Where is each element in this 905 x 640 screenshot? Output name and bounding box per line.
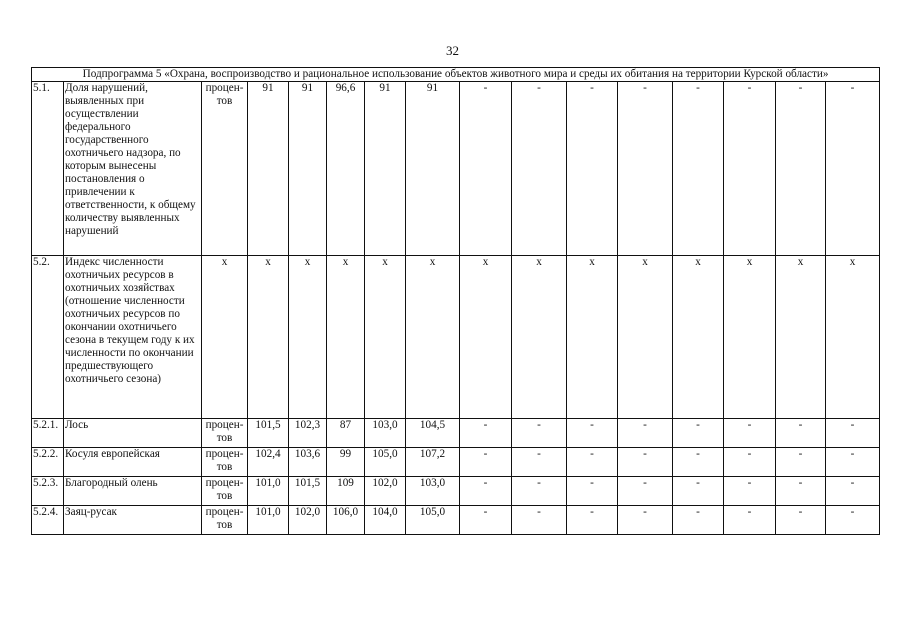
mark-cell: х [512, 256, 567, 419]
mark-cell: х [826, 256, 880, 419]
row-number: 5.2. [32, 256, 64, 419]
row-description: Заяц-русак [64, 506, 202, 535]
value-cell: 104,0 [365, 506, 406, 535]
mark-cell: - [826, 448, 880, 477]
row-unit: процен-тов [202, 477, 248, 506]
mark-cell: - [512, 477, 567, 506]
row-description: Доля нарушений, выявленных при осуществлении федерального государственного охотничьего надзора, по которым вынесены постановления о привлечении к ответственности, к общему количеству выявленных нарушений [64, 82, 202, 256]
value-cell: 102,0 [289, 506, 327, 535]
mark-cell: - [724, 506, 776, 535]
mark-cell: - [618, 82, 673, 256]
row-description: Косуля европейская [64, 448, 202, 477]
mark-cell: - [618, 419, 673, 448]
mark-cell: - [776, 506, 826, 535]
mark-cell: - [618, 506, 673, 535]
row-unit: процен-тов [202, 82, 248, 256]
table-body [32, 68, 880, 535]
value-cell: 103,6 [289, 448, 327, 477]
value-cell: 96,6 [327, 82, 365, 256]
mark-cell: - [673, 448, 724, 477]
row-unit: процен-тов [202, 419, 248, 448]
table-row [32, 82, 880, 256]
mark-cell: - [673, 477, 724, 506]
table-row [32, 419, 880, 448]
value-cell: 103,0 [406, 477, 460, 506]
mark-cell: - [826, 82, 880, 256]
value-cell: 106,0 [327, 506, 365, 535]
table-row [32, 506, 880, 535]
mark-cell: х [724, 256, 776, 419]
value-cell: 101,0 [248, 477, 289, 506]
mark-cell: - [724, 477, 776, 506]
mark-cell: - [512, 82, 567, 256]
value-cell: 105,0 [406, 506, 460, 535]
table-row [32, 448, 880, 477]
value-cell: 102,4 [248, 448, 289, 477]
mark-cell: - [724, 82, 776, 256]
mark-cell: х [567, 256, 618, 419]
indicators-table [31, 67, 880, 535]
value-cell: х [365, 256, 406, 419]
mark-cell: - [567, 477, 618, 506]
mark-cell: - [826, 477, 880, 506]
row-number: 5.2.4. [32, 506, 64, 535]
row-unit: процен-тов [202, 506, 248, 535]
section-row [32, 68, 880, 82]
value-cell: х [327, 256, 365, 419]
mark-cell: х [460, 256, 512, 419]
value-cell: 103,0 [365, 419, 406, 448]
value-cell: 91 [406, 82, 460, 256]
mark-cell: - [567, 82, 618, 256]
mark-cell: х [673, 256, 724, 419]
value-cell: 107,2 [406, 448, 460, 477]
value-cell: 105,0 [365, 448, 406, 477]
mark-cell: - [673, 419, 724, 448]
row-unit: х [202, 256, 248, 419]
value-cell: 102,3 [289, 419, 327, 448]
row-number: 5.1. [32, 82, 64, 256]
mark-cell: - [673, 506, 724, 535]
value-cell: 101,5 [289, 477, 327, 506]
mark-cell: - [460, 419, 512, 448]
mark-cell: - [724, 419, 776, 448]
value-cell: 104,5 [406, 419, 460, 448]
value-cell: 101,5 [248, 419, 289, 448]
row-number: 5.2.2. [32, 448, 64, 477]
table-row [32, 256, 880, 419]
mark-cell: - [512, 506, 567, 535]
mark-cell: - [512, 448, 567, 477]
row-description: Лось [64, 419, 202, 448]
mark-cell: - [618, 448, 673, 477]
row-unit: процен-тов [202, 448, 248, 477]
value-cell: 87 [327, 419, 365, 448]
mark-cell: х [776, 256, 826, 419]
mark-cell: - [673, 82, 724, 256]
mark-cell: - [776, 419, 826, 448]
value-cell: х [248, 256, 289, 419]
mark-cell: - [776, 82, 826, 256]
table-row [32, 477, 880, 506]
mark-cell: - [460, 506, 512, 535]
row-description: Благородный олень [64, 477, 202, 506]
row-description: Индекс численности охотничьих ресурсов в охотничьих хозяйствах (отношение численности охотничьих ресурсов по окончании охотничьего сезона в текущем году к их численности по окончании предшествующего охотничьего сезона) [64, 256, 202, 419]
value-cell: 99 [327, 448, 365, 477]
mark-cell: - [618, 477, 673, 506]
row-number: 5.2.1. [32, 419, 64, 448]
mark-cell: - [826, 419, 880, 448]
mark-cell: - [724, 448, 776, 477]
section-title: Подпрограмма 5 «Охрана, воспроизводство и рациональное использование объектов животного мира и среды их обитания на территории Курской области» [32, 68, 880, 82]
mark-cell: х [618, 256, 673, 419]
mark-cell: - [460, 448, 512, 477]
mark-cell: - [776, 477, 826, 506]
mark-cell: - [567, 419, 618, 448]
value-cell: 109 [327, 477, 365, 506]
value-cell: х [406, 256, 460, 419]
mark-cell: - [567, 506, 618, 535]
mark-cell: - [512, 419, 567, 448]
mark-cell: - [826, 506, 880, 535]
value-cell: 91 [248, 82, 289, 256]
mark-cell: - [460, 82, 512, 256]
value-cell: 91 [365, 82, 406, 256]
value-cell: х [289, 256, 327, 419]
mark-cell: - [776, 448, 826, 477]
mark-cell: - [567, 448, 618, 477]
row-number: 5.2.3. [32, 477, 64, 506]
value-cell: 91 [289, 82, 327, 256]
mark-cell: - [460, 477, 512, 506]
value-cell: 101,0 [248, 506, 289, 535]
page-number: 32 [446, 43, 459, 58]
value-cell: 102,0 [365, 477, 406, 506]
